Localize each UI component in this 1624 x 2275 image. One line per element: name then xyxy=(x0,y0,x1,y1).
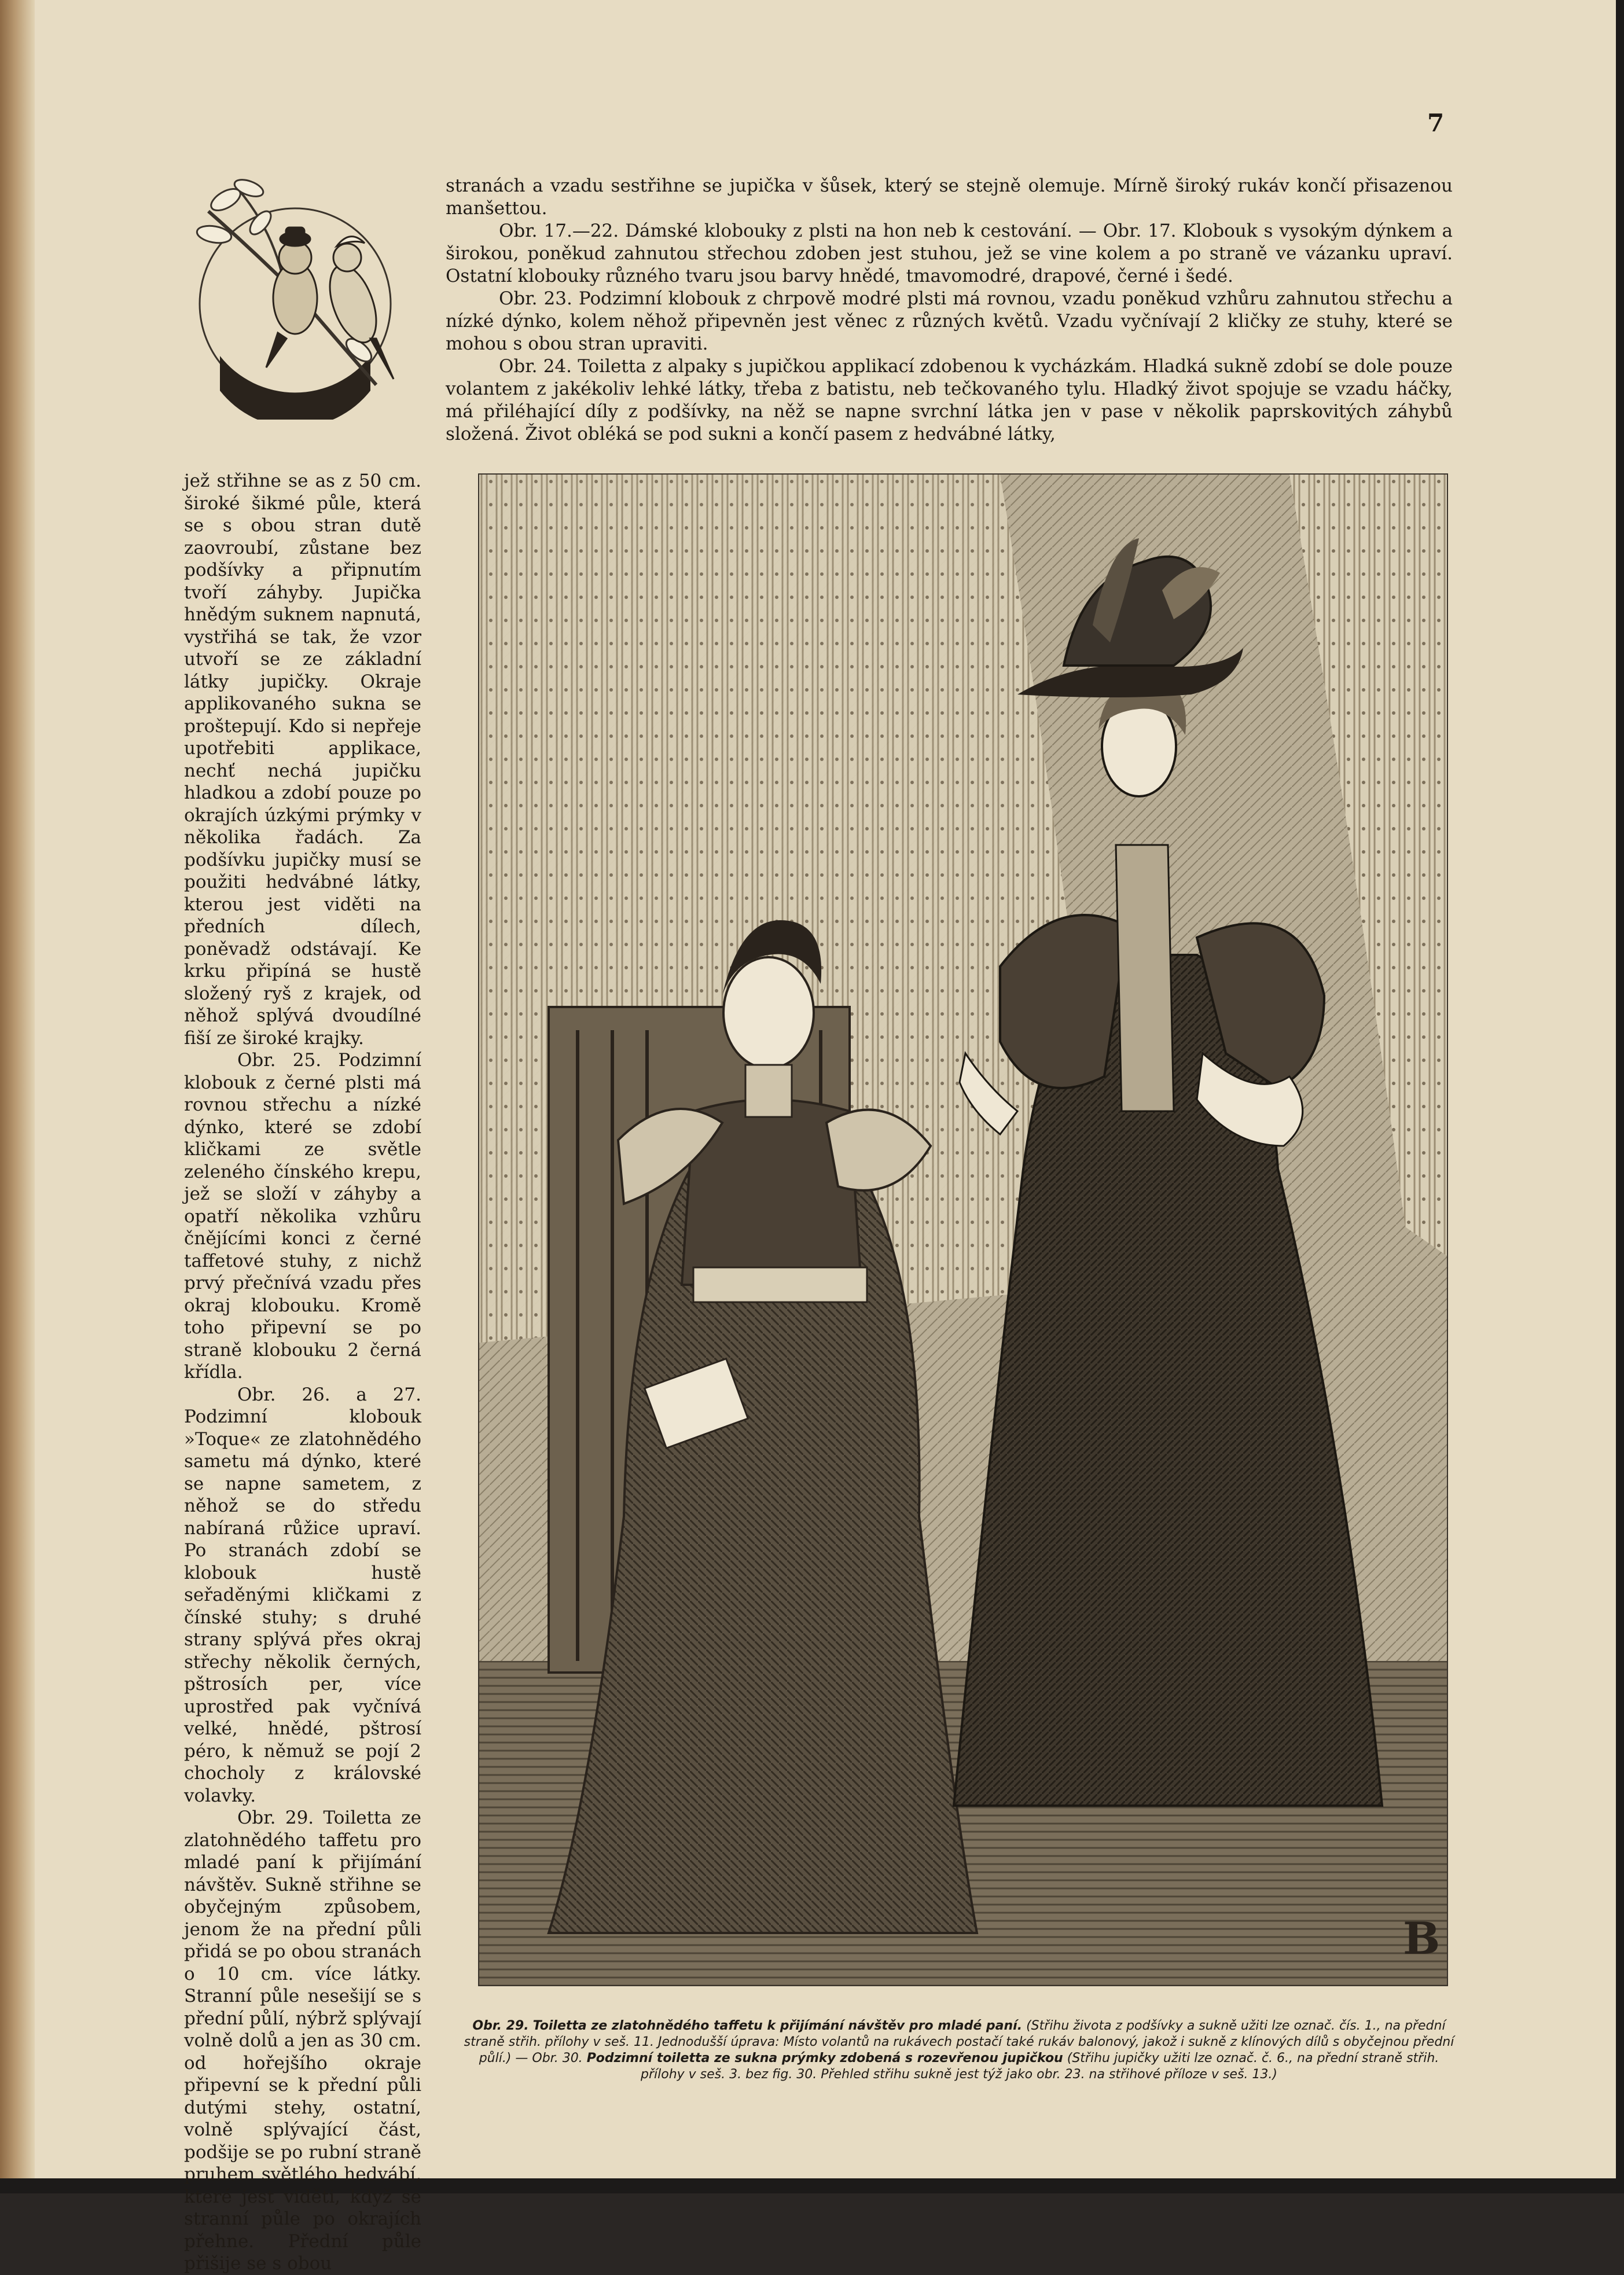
paragraph: Obr. 23. Podzimní klobouk z chrpově modré plsti má rovnou, vzadu poněkud vzhůru zahnutou střechu a nízké dýnko, kolem něhož připevněn jest věnec z různých květů. Vzadu vyčnívají 2 kličky ze stuhy, které se mohou s obou stran upraviti. xyxy=(446,288,1453,354)
page-number: 7 xyxy=(1427,109,1445,137)
left-column-text xyxy=(184,470,421,2275)
page-edge-right xyxy=(1616,0,1624,2193)
caption-title-29: Toiletta ze zlatohnědého taffetu k přijímání návštěv pro mladé paní. xyxy=(532,2019,1023,2033)
paragraph: Obr. 17.—22. Dámské klobouky z plsti na hon neb k cestování. — Obr. 17. Klobouk s vysokým dýnkem a širokou, poněkud zahnutou střechou zdoben jest stuhou, jež se vine kolem a po straně ve vázanku upraví. Ostatní klobouky různého tvaru jsou barvy hnědé, tmavomodré, drapové, černé i šedé. xyxy=(446,220,1453,286)
paragraph: jež střihne se as z 50 cm. široké šikmé půle, která se s obou stran dutě zaovroubí, zůstane bez podšívky a připnutím tvoří záhyby. Jupička hnědým suknem napnutá, vystřihá se tak, že vzor utvoří se ze základní látky jupičky. Okraje applikovaného sukna se proštepují. Kdo si nepřeje upotřebiti applikace, nechť nechá jupičku hladkou a zdobí pouze po okrajích úzkými prýmky v několika řadách. Za podšívku jupičky musí se použiti hedvábné látky, kterou jest viděti na předních dílech, poněvadž odstávají. Ke krku připíná se hustě složený ryš z krajek, od něhož splývá dvoudílné fiší ze široké krajky. xyxy=(184,471,421,1049)
paragraph: Obr. 26. a 27. Podzimní klobouk »Toque« ze zlatohnědého sametu má dýnko, které se napne sametem, z něhož se do středu nabíraná růžice upraví. Po stranách zdobí se klobouk hustě seřaděnými kličkami z čínské stuhy; s druhé strany splývá přes okraj střechy několik černých, pštrosích per, více uprostřed pak vyčnívá velké, hnědé, pštrosí péro, k němuž se pojí 2 chocholy z královské volavky. xyxy=(184,1384,421,1806)
plate-caption xyxy=(463,2018,1455,2083)
paragraph: Obr. 24. Toiletta z alpaky s jupičkou applikací zdobenou k vycházkám. Hladká sukně zdobí se dole pouze volantem z jakékoliv lehké látky, třeba z batistu, neb tečkovaného tylu. Hladký život spojuje se vzadu háčky, má přiléhající díly z podšívky, na něž se napne svrchní látka jen v pase v několik paprskovitých záhybů složená. Život obléká se pod sukni a končí pasem z hedvábné látky, xyxy=(446,356,1453,444)
paragraph: stranách a vzadu sestřihne se jupička v šůsek, který se stejně olemuje. Mírně široký rukáv končí přisazenou manšettou. xyxy=(446,175,1453,219)
caption-text-29: (Střihu života z podšívky a sukně užiti lze označ. čís. 1., na přední straně střih. přílohy v seš. 11. Jednodušší úprava: Místo volantů na rukávech postačí také rukáv balonový, jakož i sukně z klínových dílů s obyčejnou přední půlí.) — Obr. 30. xyxy=(464,2019,1454,2065)
paragraph: Obr. 25. Podzimní klobouk z černé plsti má rovnou střechu a nízké dýnko, které se zdobí kličkami ze světle zeleného čínského krepu, jež se složí v záhyby a opatří několika vzhůru čnějícími konci z černé taffetové stuhy, z nichž prvý přečnívá vzadu přes okraj klobouku. Kromě toho připevní se po straně klobouku 2 černá křídla. xyxy=(184,1050,421,1383)
top-article-text xyxy=(446,175,1453,446)
artist-monogram: B xyxy=(1403,1913,1441,1964)
paragraph: Obr. 29. Toiletta ze zlatohnědého taffetu pro mladé paní k přijímání návštěv. Sukně střihne se obyčejným způsobem, jenom že na přední půli přidá se po obou stranách o 10 cm. více látky. Stranní půle nesešijí se s přední půlí, nýbrž splývají volně dolů a jen as 30 cm. od hořejšího okraje připevní se k přední půli dutými stehy, ostatní, volně splývající část, podšije se po rubní straně pruhem světlého hedvábí, které jest viděti, když se stranní půle po okrajích přehne. Přední půle přišije se s obou xyxy=(184,1807,421,2274)
caption-title-30: Podzimní toiletta ze sukna prýmky zdobená s rozevřenou jupičkou xyxy=(586,2051,1063,2065)
fashion-plate-illustration xyxy=(478,473,1448,1986)
caption-text-30: (Střihu jupičky užiti lze označ. č. 6., na přední straně střih. přílohy v seš. 3. bez fig. 30. Přehled střihu sukně jest týž jako obr. 23. na střihové příloze v seš. 13.) xyxy=(641,2051,1439,2082)
book-spine xyxy=(0,0,35,2193)
birds-vignette-illustration xyxy=(185,165,428,420)
caption-figure-number: Obr. 29. xyxy=(472,2019,529,2033)
